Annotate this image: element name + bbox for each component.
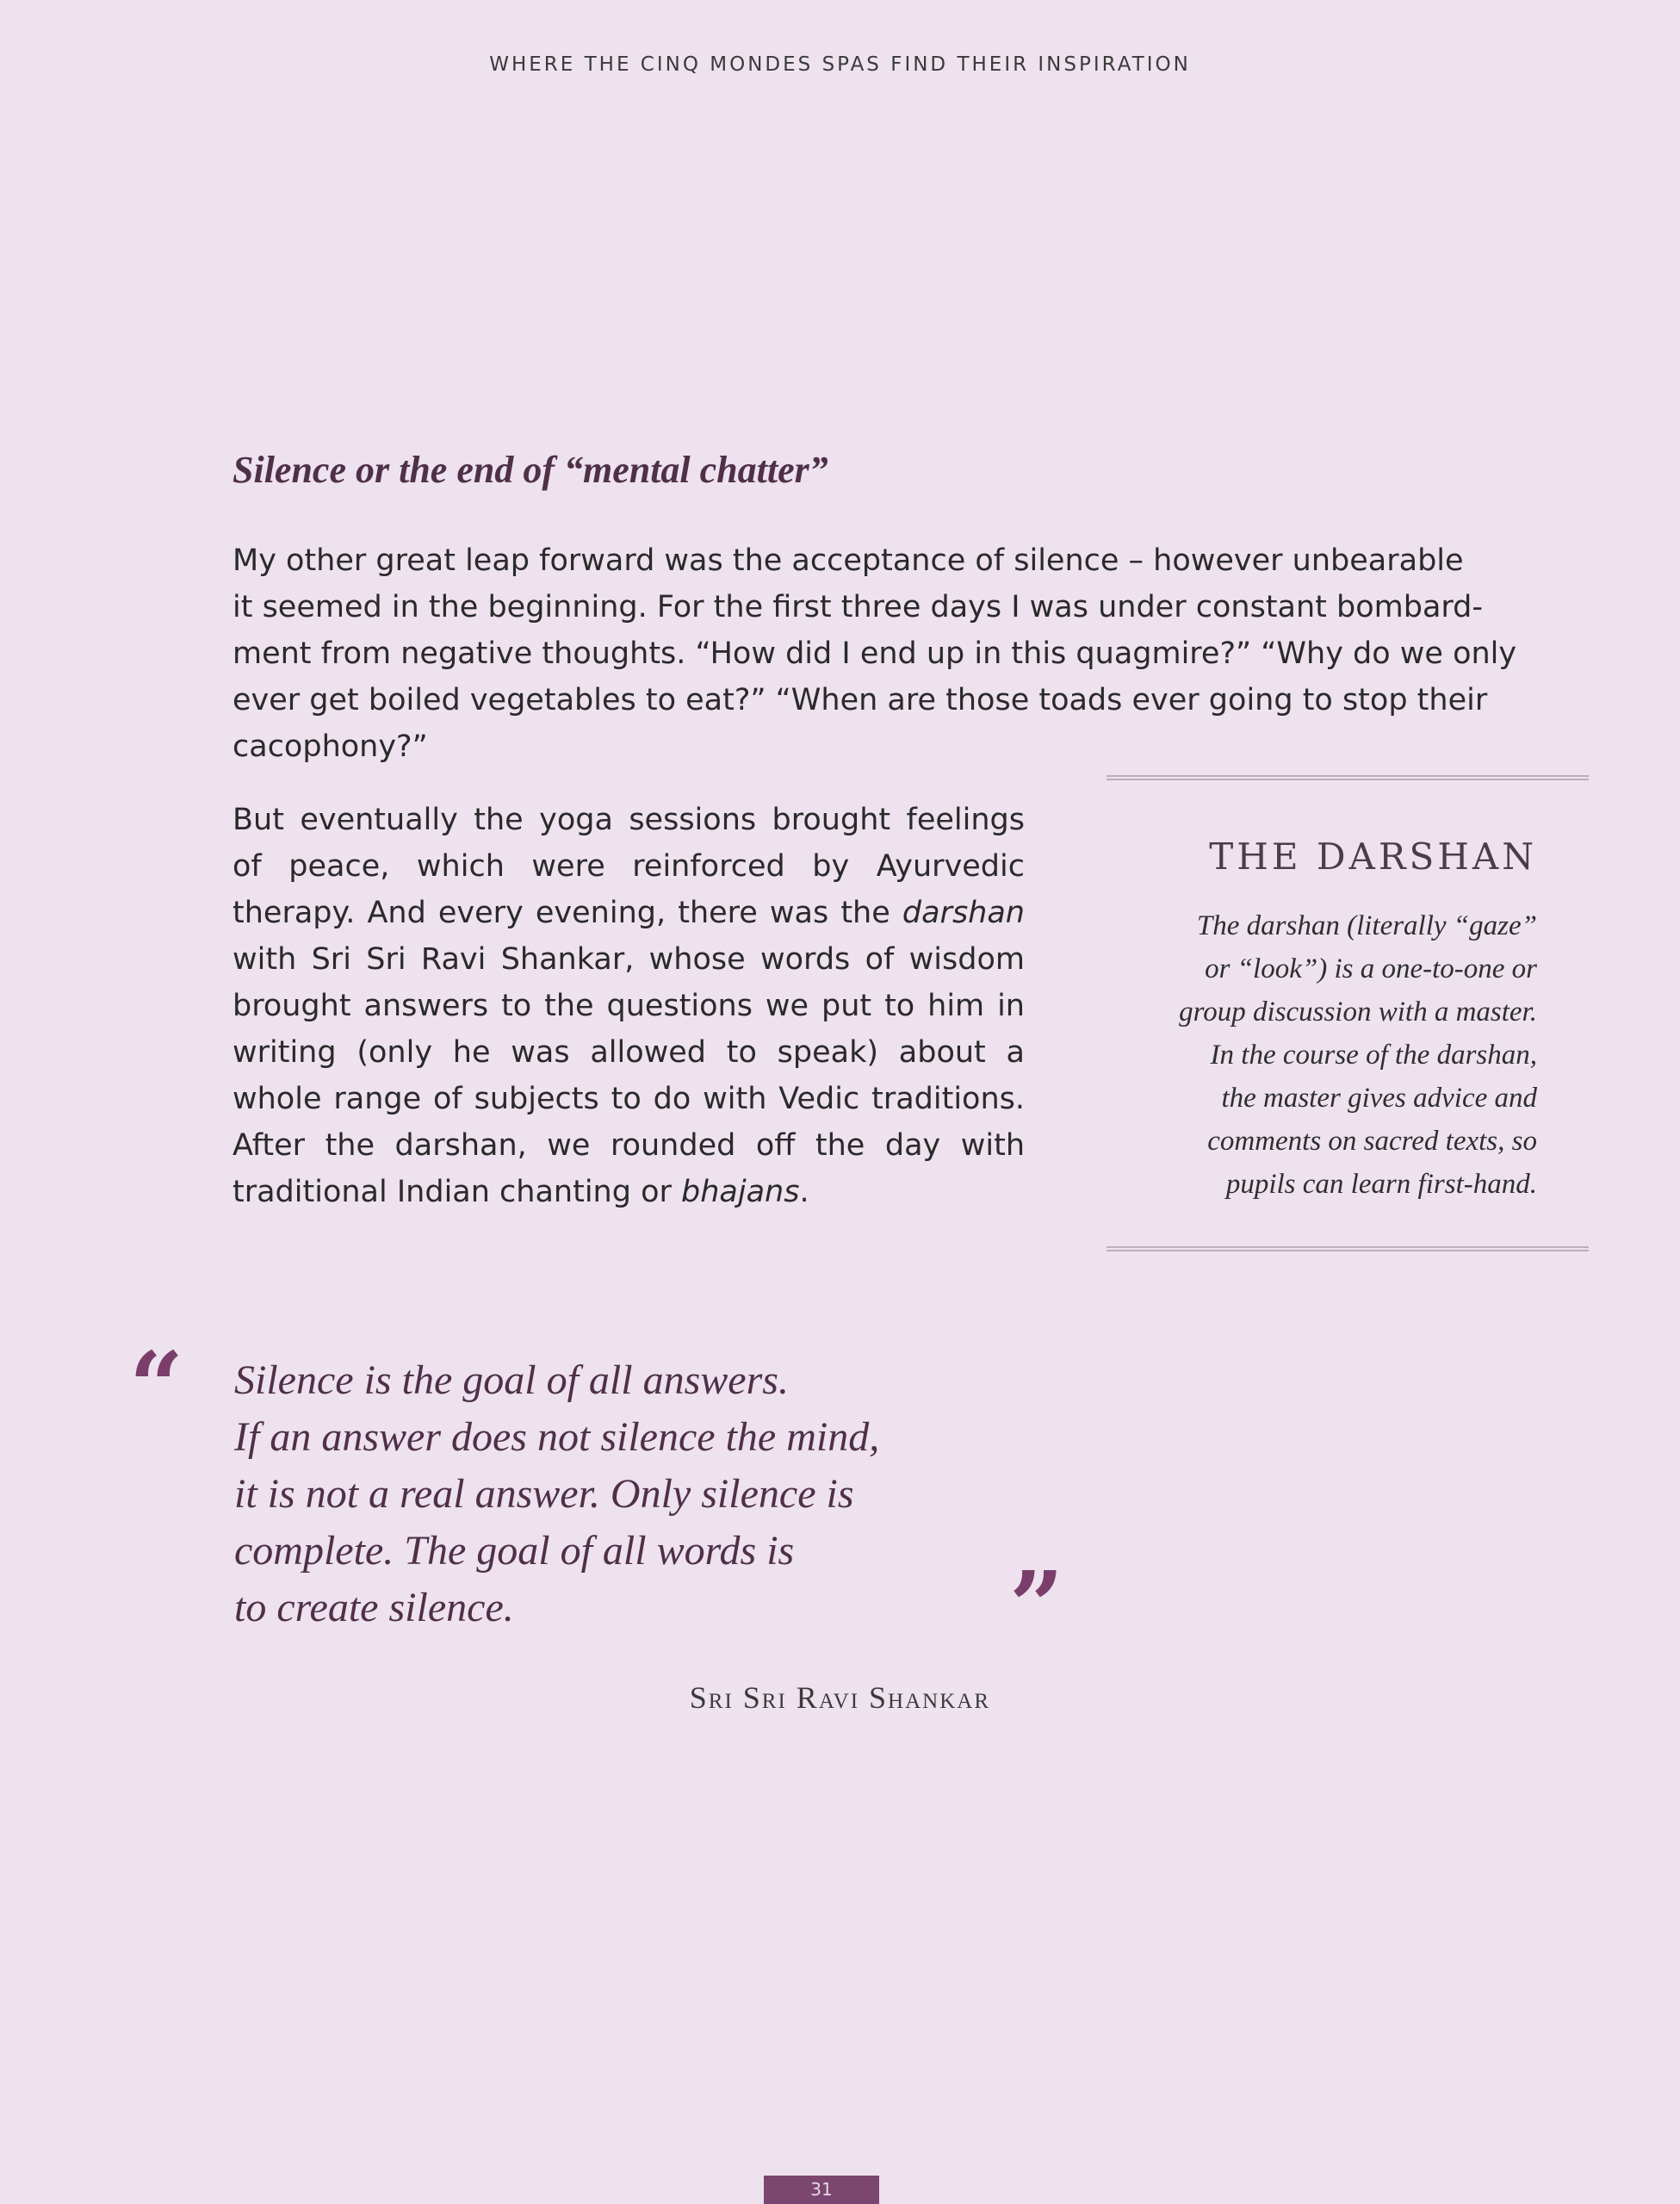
paragraph-1-line: My other great leap forward was the acceptance of silence – however unbearable [232, 543, 1464, 578]
pull-quote [234, 1352, 1009, 1636]
pull-quote-line: complete. The goal of all words is [234, 1528, 795, 1574]
close-quote-mark: ” [1009, 1550, 1064, 1661]
paragraph-1-line: cacophony?” [232, 729, 428, 764]
pull-quote-line: to create silence. [234, 1585, 514, 1630]
open-quote-mark: “ [129, 1331, 184, 1442]
pull-quote-line: it is not a real answer. Only silence is [234, 1471, 854, 1517]
paragraph-1-line: it seemed in the beginning. For the first three days I was under constant bombard- [232, 590, 1484, 624]
pull-quote-line: If an answer does not silence the mind, [234, 1414, 880, 1460]
paragraph-2-emphasis: bhajans [681, 1175, 800, 1209]
sidebar-line: the master gives advice and [1221, 1083, 1537, 1114]
page-number: 31 [764, 2176, 879, 2204]
sidebar-line: or “look”) is a one-to-one or [1205, 953, 1537, 984]
sidebar-heading: THE DARSHAN [1209, 835, 1537, 878]
paragraph-2-text: . [799, 1175, 809, 1209]
sidebar-line: The darshan (literally “gaze” [1196, 910, 1537, 941]
section-title: Silence or the end of “mental chatter” [232, 449, 828, 491]
running-head: WHERE THE CINQ MONDES SPAS FIND THEIR INSPIRATION [489, 53, 1191, 76]
sidebar-line: In the course of the darshan, [1210, 1040, 1537, 1071]
sidebar-bottom-rule [1107, 1246, 1589, 1251]
paragraph-1-line: ever get boiled vegetables to eat?” “When are those toads ever going to stop their [232, 683, 1488, 717]
paragraph-1 [232, 537, 1517, 770]
sidebar-text [1119, 904, 1537, 1206]
quote-attribution: Sri Sri Ravi Shankar [689, 1680, 990, 1715]
paragraph-2-text: with Sri Sri Ravi Shankar, whose words of wisdom brought answers to the questions we put to him in writing (only he was allowed to speak) about a whole range of subjects to do with Vedic traditions. After the darshan, we rounded off the day with traditional Indian chanting or [232, 942, 1025, 1209]
pull-quote-line: Silence is the goal of all answers. [234, 1357, 789, 1403]
paragraph-1-line: ment from negative thoughts. “How did I end up in this quagmire?” “Why do we only [232, 636, 1517, 671]
paragraph-2-text: But eventually the yoga sessions brought feelings of peace, which were reinforced by Ayurvedic therapy. And every evening, there was the [232, 803, 1025, 930]
paragraph-2-emphasis: darshan [902, 896, 1025, 930]
sidebar-line: group discussion with a master. [1179, 996, 1537, 1027]
sidebar-top-rule [1107, 775, 1589, 780]
sidebar-line: pupils can learn first-hand. [1225, 1169, 1537, 1200]
paragraph-2 [232, 797, 1025, 1215]
sidebar-line: comments on sacred texts, so [1207, 1126, 1537, 1157]
